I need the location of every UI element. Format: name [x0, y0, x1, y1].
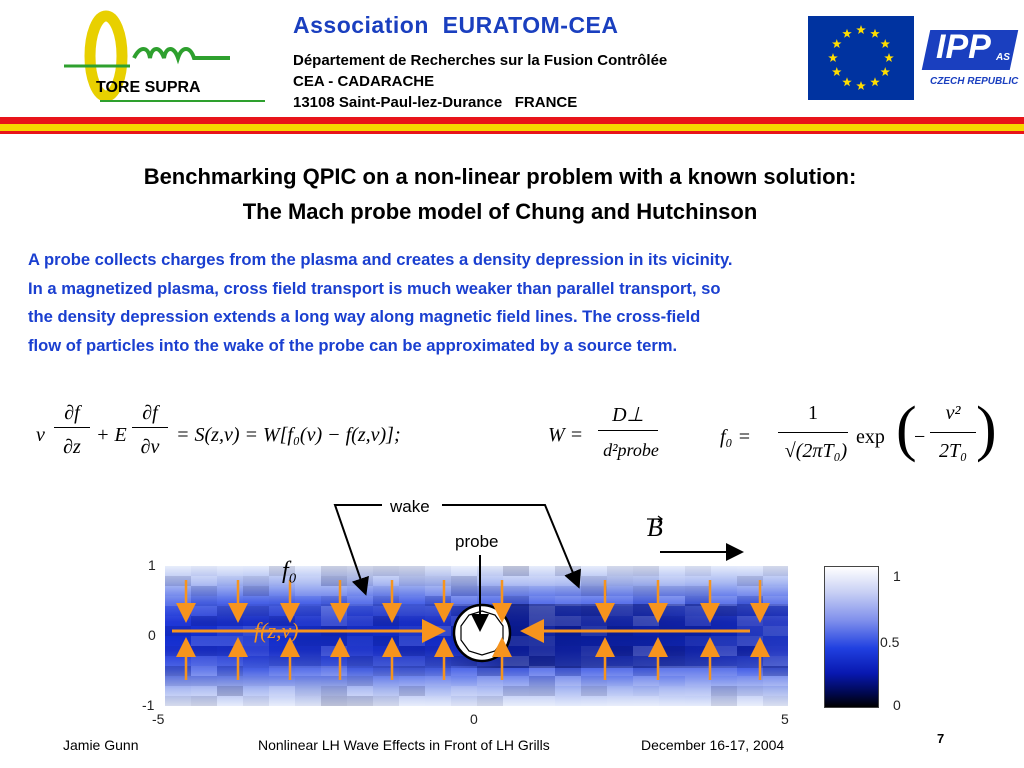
eq-dz-den: ∂z — [63, 436, 81, 458]
footer-author: Jamie Gunn — [63, 737, 139, 753]
eq-sqrt: √(2πT₀) — [784, 440, 848, 462]
f0-label: f₀ — [282, 558, 298, 584]
eu-star-icon — [832, 67, 842, 76]
eu-star-icon — [881, 67, 891, 76]
intro-paragraph — [28, 246, 1008, 360]
colorbar — [824, 566, 879, 708]
wake-label: wake — [387, 497, 433, 517]
eq-dperp: D⊥ — [612, 404, 644, 426]
b-vector-arrow-icon — [645, 511, 665, 521]
eu-star-icon — [870, 77, 880, 86]
y-tick: 1 — [148, 557, 156, 573]
header-stripe-yellow — [0, 124, 1024, 131]
eq-v: v — [36, 424, 45, 446]
eq-one: 1 — [808, 402, 818, 424]
intro-line: A probe collects charges from the plasma and creates a density depression in its vicinity. — [28, 250, 733, 269]
tore-supra-text: TORE SUPRA — [96, 79, 201, 96]
equation-f0: f₀ = 1 √(2πT₀) exp ( − v² 2T₀ ) — [720, 395, 997, 463]
page-number: 7 — [937, 731, 945, 746]
y-tick: -1 — [142, 697, 155, 713]
colorbar-tick: 0 — [893, 697, 901, 713]
association-title: Association EURATOM-CEA — [293, 12, 619, 38]
ipp-logo-text: IPP — [936, 28, 991, 66]
eq-rhs: = S(z,v) = W[f₀(v) − f(z,v)]; — [176, 424, 401, 446]
b-field-label: B — [647, 513, 663, 542]
eu-star-icon — [856, 81, 866, 90]
department-text: Département de Recherches sur la Fusion Contrôlée — [293, 52, 668, 69]
slide-title-line2: The Mach probe model of Chung and Hutchinson — [242, 199, 758, 224]
intro-line: In a magnetized plasma, cross field transport is much weaker than parallel transport, so — [28, 278, 721, 298]
colorbar-tick: 0.5 — [880, 634, 900, 650]
colorbar-tick: 1 — [893, 568, 901, 584]
footer-date: December 16-17, 2004 — [641, 737, 785, 753]
eq-2t0: 2T₀ — [938, 440, 968, 462]
eu-star-icon — [881, 39, 891, 48]
ipp-logo — [924, 26, 1019, 96]
eq-v2: v² — [945, 402, 961, 424]
header-stripe-red-thin — [0, 131, 1024, 134]
ipp-logo-sub: AS — [996, 52, 1010, 63]
slide-title-line1: Benchmarking QPIC on a non-linear problem with a known solution: — [143, 164, 857, 189]
eu-star-icon — [884, 53, 894, 62]
x-tick: 5 — [781, 711, 789, 727]
site-text: CEA - CADARACHE — [293, 73, 435, 90]
eq-exp: exp — [856, 426, 885, 448]
eq-df-num: ∂f — [64, 402, 80, 424]
intro-line: the density depression extends a long way along magnetic field lines. The cross-field — [28, 307, 701, 326]
eq-df-num2: ∂f — [142, 402, 158, 424]
eu-star-icon — [856, 25, 866, 34]
y-tick: 0 — [148, 627, 156, 643]
header-stripe-red — [0, 117, 1024, 124]
equation-kinetic — [36, 400, 546, 470]
footer-talk-title: Nonlinear LH Wave Effects in Front of LH Grills — [258, 737, 550, 753]
eq-dprobe: d²probe — [603, 440, 659, 460]
x-tick: 0 — [470, 711, 478, 727]
czech-republic-text: CZECH REPUBLIC — [930, 76, 1019, 87]
probe-label: probe — [455, 532, 499, 551]
address-text: 13108 Saint-Paul-lez-Durance FRANCE — [293, 94, 578, 111]
eu-star-icon — [842, 77, 852, 86]
eq-w: W = — [548, 424, 584, 446]
eq-f0: f₀ = — [720, 426, 752, 448]
eq-plus-e: + E — [96, 424, 127, 446]
eu-star-icon — [832, 39, 842, 48]
eu-flag-icon — [808, 16, 914, 100]
figure-arrows — [140, 480, 800, 720]
eu-star-icon — [842, 29, 852, 38]
eu-star-icon — [828, 53, 838, 62]
eq-dv-den: ∂v — [140, 436, 160, 458]
eu-star-icon — [870, 29, 880, 38]
intro-line: flow of particles into the wake of the probe can be approximated by a source term. — [28, 335, 678, 355]
fzv-label: f(z,v) — [254, 618, 299, 643]
equation-w — [548, 400, 668, 470]
x-tick: -5 — [152, 711, 165, 727]
